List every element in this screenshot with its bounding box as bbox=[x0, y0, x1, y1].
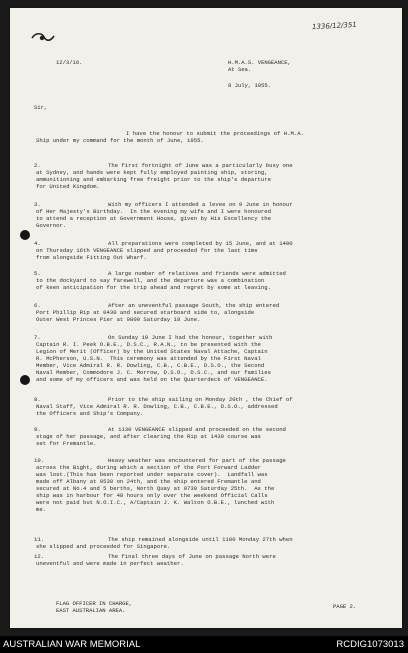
text-line: ship was in harbour for 48 hours only over the weekend Official Calls bbox=[36, 492, 268, 499]
location: At Sea. bbox=[228, 66, 252, 73]
paragraph-number: 2. bbox=[34, 162, 41, 169]
body-paragraph bbox=[36, 270, 368, 291]
text-line: The first fortnight of June was a particularly busy one bbox=[108, 162, 293, 169]
text-line: At 1130 VENGEANCE slipped and proceeded on the second bbox=[108, 426, 286, 433]
body-paragraph bbox=[36, 334, 368, 383]
text-line: set for Fremantle. bbox=[36, 440, 97, 447]
body-paragraph bbox=[36, 396, 368, 417]
text-line: uneventful and were made in perfect weather. bbox=[36, 560, 184, 567]
text-line: across the Bight, during which a section of the Port Forward Ladder bbox=[36, 464, 261, 471]
ship-name: H.M.A.S. VENGEANCE, bbox=[228, 59, 291, 66]
addressee-line: FLAG OFFICER IN CHARGE, bbox=[56, 600, 133, 607]
text-line: Ship under my command for the month of June, 1955. bbox=[36, 137, 204, 144]
text-line: Governor. bbox=[36, 222, 67, 229]
text-line: Prior to the ship sailing on Monday 20th , the Chief of bbox=[108, 396, 293, 403]
text-line: Outer West Princes Pier at 0800 Saturday 18 June. bbox=[36, 316, 201, 323]
text-line: was lost.(This has been reported under separate cover). Landfall was bbox=[36, 471, 268, 478]
text-line: of keen anticipation for the trip ahead and regret by some at leaving. bbox=[36, 284, 271, 291]
footer-left: AUSTRALIAN WAR MEMORIAL bbox=[3, 639, 141, 650]
text-line: Member, Vice Admiral R. R. Dowling, C.B., C.B.E., D.S.O., the Second bbox=[36, 362, 265, 369]
body-paragraph bbox=[36, 162, 368, 190]
text-line: Captain R. I. Peek O.B.E., D.S.C., R.A.N., to be presented with the bbox=[36, 341, 261, 348]
text-line: to attend a reception at Government House, given by His Excellency the bbox=[36, 215, 271, 222]
paragraph-number: 9. bbox=[34, 426, 41, 433]
text-line: All preparations were completed by 15 June, and at 1400 bbox=[108, 240, 293, 247]
text-line: of Her Majesty's Birthday. In the evening my wife and I were honoured bbox=[36, 208, 271, 215]
text-line: made off Albany at 0530 on 24th, and the ship entered Fremantle and bbox=[36, 478, 261, 485]
body-paragraph bbox=[36, 201, 368, 229]
paragraph-number: 12. bbox=[34, 553, 45, 560]
text-line: After an uneventful passage South, the ship entered bbox=[108, 302, 280, 309]
text-line: she slipped and proceeded for Singapore. bbox=[36, 543, 171, 550]
text-line: Naval Member, Commodore J. C. Morrow, D.S.O., D.S.C., and our families bbox=[36, 369, 271, 376]
text-line: and some of my officers and was held on the Quarterdeck of VENGEANCE. bbox=[36, 376, 268, 383]
text-line: ammunitioning and embarking free freight prior to the ship's departure bbox=[36, 176, 271, 183]
paragraph-number: 10. bbox=[34, 457, 45, 464]
text-line: The final three days of June on passage North were bbox=[108, 553, 276, 560]
body-paragraph bbox=[36, 536, 368, 550]
handwritten-reference: 1336/12/351 bbox=[311, 20, 357, 32]
text-line: The ship remained alongside until 1100 Monday 27th when bbox=[108, 536, 293, 543]
page-label: PAGE 2. bbox=[333, 603, 357, 610]
text-line: the Officers and Ship's Company. bbox=[36, 410, 144, 417]
archive-footer bbox=[0, 636, 408, 653]
text-line: from alongside Fitting Out Wharf. bbox=[36, 254, 147, 261]
paragraph-number: 7. bbox=[34, 334, 41, 341]
text-line: On Sunday 19 June I had the honour, together with bbox=[108, 334, 273, 341]
body-paragraph bbox=[36, 240, 368, 261]
text-line: Heavy weather was encountered for part of the passage bbox=[108, 457, 286, 464]
body-paragraph bbox=[36, 426, 368, 447]
paragraph-number: 6. bbox=[34, 302, 41, 309]
text-line: secured at No.4 and 5 berths, North Quay at 0730 Saturday 25th. As the bbox=[36, 485, 275, 492]
text-line: With my officers I attended a levee on 9 June in honour bbox=[108, 201, 293, 208]
text-line: were not paid but N.O.I.C., A/Captain J. K. Walton O.B.E., lunched with bbox=[36, 499, 275, 506]
paragraph-number: 3. bbox=[34, 201, 41, 208]
text-line: R. McPherson, U.S.N. This ceremony was attended by the First Naval bbox=[36, 355, 261, 362]
paragraph-number: 11. bbox=[34, 536, 45, 543]
text-line: stage of her passage, and after clearing the Rip at 1430 course was bbox=[36, 433, 261, 440]
salutation: Sir, bbox=[34, 104, 48, 111]
body-paragraph bbox=[36, 302, 368, 323]
punch-hole bbox=[20, 375, 30, 385]
paragraph-number: 5. bbox=[34, 270, 41, 277]
footer-right: RCDIG1073013 bbox=[336, 639, 404, 650]
text-line: to the dockyard to say farewell, and the departure was a combination bbox=[36, 277, 265, 284]
text-line: A large number of relatives and friends were admitted bbox=[108, 270, 286, 277]
addressee-line: EAST AUSTRALIAN AREA. bbox=[56, 607, 126, 614]
text-line: on Thursday 16th VENGEANCE slipped and proceeded for the last time bbox=[36, 247, 258, 254]
text-line: I have the honour to submit the proceedings of H.M.A. bbox=[126, 130, 304, 137]
document-page bbox=[10, 8, 402, 628]
text-line: Port Phillip Rip at 0430 and secured starboard side to, alongside bbox=[36, 309, 255, 316]
text-line: me. bbox=[36, 506, 47, 513]
text-line: at Sydney, and hands were kept fully employed painting ship, storing, bbox=[36, 169, 268, 176]
ink-mark-icon bbox=[30, 30, 56, 46]
reference-number: 12/3/16. bbox=[56, 59, 83, 66]
text-line: for United Kingdom. bbox=[36, 183, 100, 190]
paragraph-number: 4. bbox=[34, 240, 41, 247]
intro-paragraph bbox=[36, 130, 368, 144]
punch-hole bbox=[20, 230, 30, 240]
letter-date: 8 July, 1955. bbox=[228, 82, 271, 89]
text-line: Naval Staff, Vice Admiral R. R. Dowling, C.B., C.B.E., D.S.O., addressed bbox=[36, 403, 278, 410]
text-line: Legion of Merit (Officer) by the United States Naval Attache, Captain bbox=[36, 348, 268, 355]
paragraph-number: 8. bbox=[34, 396, 41, 403]
